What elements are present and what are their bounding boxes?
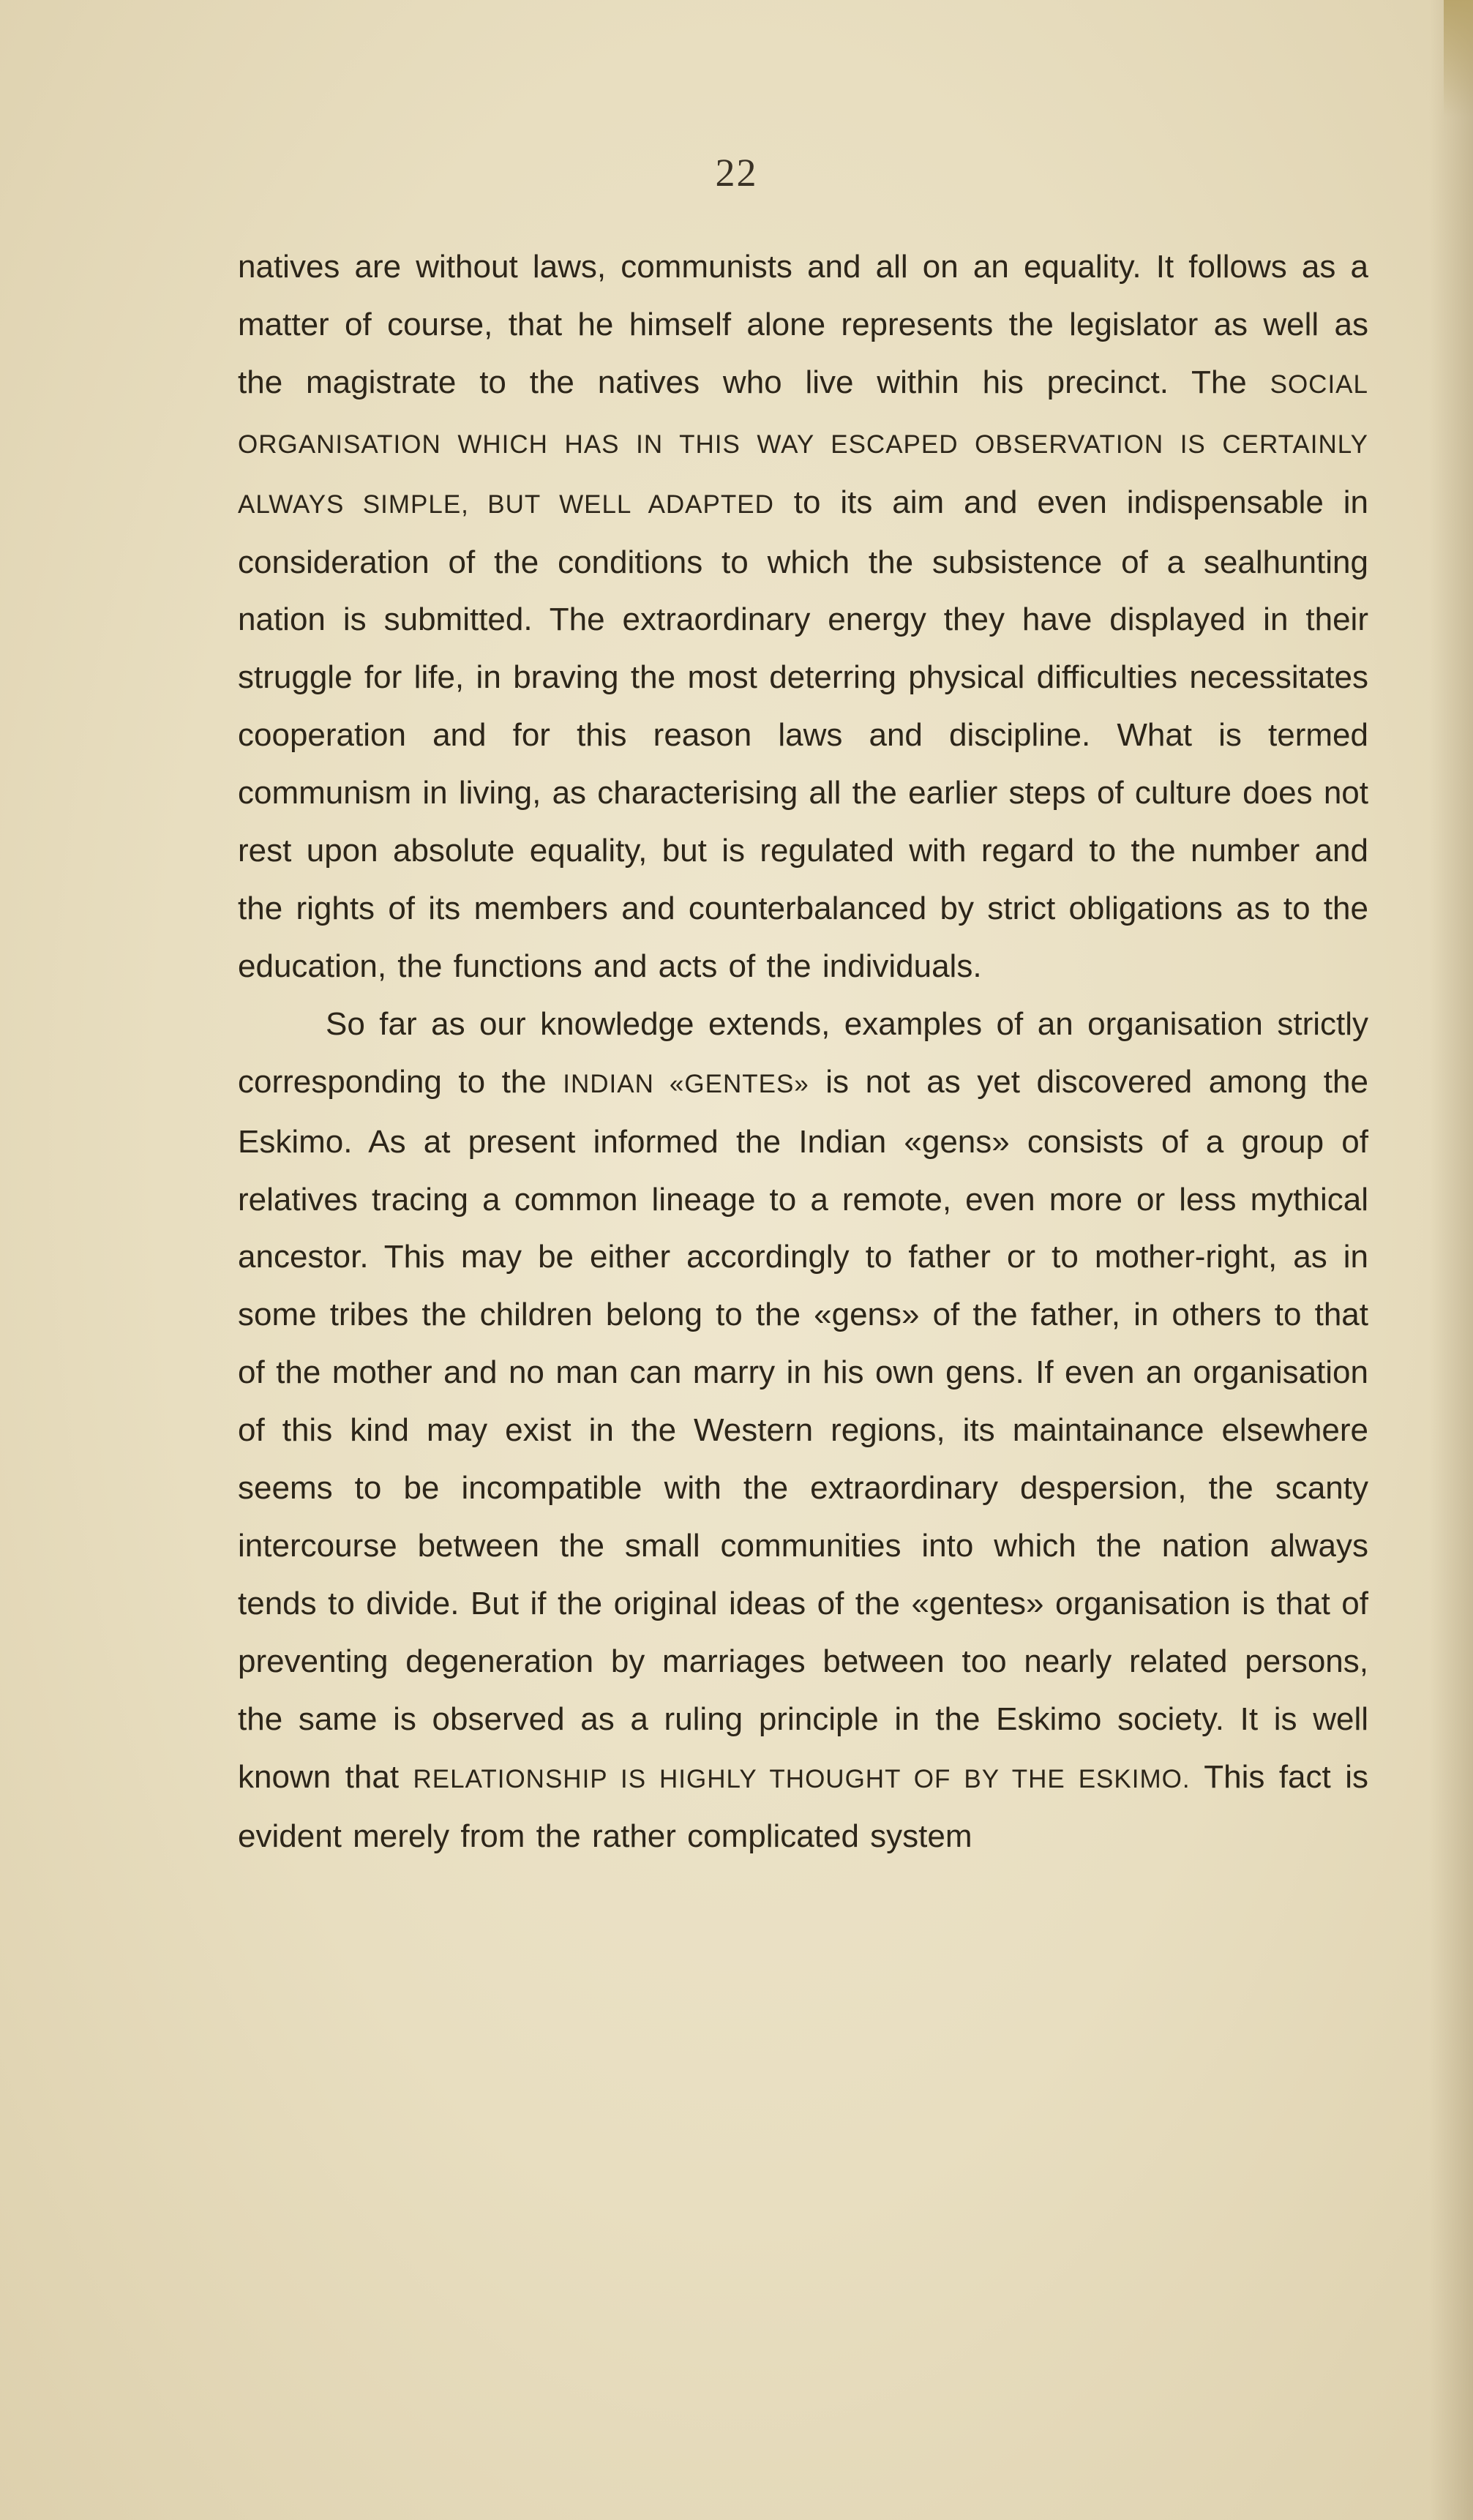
body-text [238,239,1368,1866]
text-run: natives are without laws, communists and all on an equality. It follows as a matter of course, that he himself alone represents the legislator as well as the magistrate to the natives who live within his precinct. The [238,249,1368,400]
paragraph [238,996,1368,1867]
text-run: is not as yet discovered among the Eskimo. As at present informed the Indian «gens» consists of a group of relatives tracing a common lineage to a remote, even more or less mythical ancestor. This may be either accordingly to father or to mother-right, as in some tribes the children belong to the «gens» of the father, in others to that of the mother and no man can marry in his own gens. If even an organisation of this kind may exist in the Western regions, its maintainance elsewhere seems to be incompatible with the extraordinary despersion, the scanty intercourse between the small communities into which the nation always tends to divide. But if the original ideas of the «gentes» organisation is that of preventing degeneration by marriages between too nearly related persons, the same is observed as a ruling principle in the Eskimo society. It is well known that [238,1063,1368,1795]
text-run: to its aim and even indispensable in consideration of the conditions to which the subsistence of a sealhunting nation is submitted. The extraordinary energy they have displayed in their struggle for life, in braving the most deterring physical difficulties necessitates cooperation and for this reason laws and discipline. What is termed communism in living, as characterising all the earlier steps of culture does not rest upon absolute equality, but is regulated with regard to the number and the rights of its members and counterbalanced by strict obligations as to the education, the functions and acts of the individuals. [238,484,1368,984]
page-corner-stain [1444,0,1473,117]
small-caps-emphasis: INDIAN «GENTES» [563,1069,809,1098]
text-run: This fact is evident merely from the rather complicated system [238,1758,1368,1855]
text-run: So far as our knowledge extends, examples of an organisation strictly corresponding to the [238,1005,1368,1100]
page-edge-shadow [1429,0,1473,2520]
small-caps-emphasis: RELATIONSHIP IS HIGHLY THOUGHT OF BY THE ESKIMO. [413,1764,1191,1793]
small-caps-emphasis: SOCIAL ORGANISATION WHICH HAS IN THIS WAY ESCAPED OBSERVATION IS CERTAINLY ALWAYS SIMPLE, BUT WELL ADAPTED [238,370,1368,519]
paragraph [238,239,1368,996]
page-number: 22 [715,151,758,195]
